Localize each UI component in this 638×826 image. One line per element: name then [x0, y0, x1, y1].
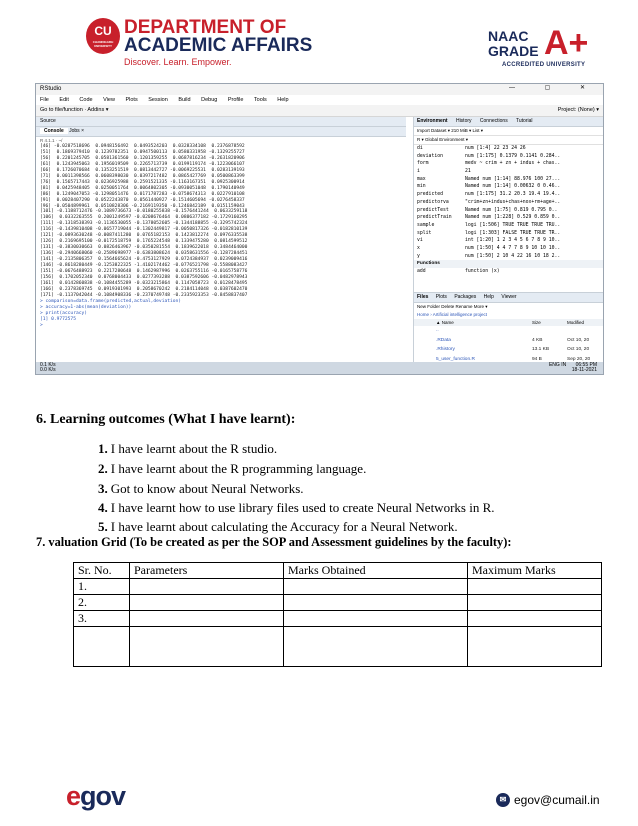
console-line: [161] 0.0142860838 -0.1084455289 -0.0323215864 0.1147058723 0.0128478495 [40, 280, 248, 286]
outcome-text: I have learnt about calculating the Accuracy for a Neural Network. [110, 519, 458, 534]
col-sr-no: Sr. No. [74, 563, 130, 579]
table-cell: 2. [74, 595, 130, 611]
console-line: [121] -0.0893630248 -0.0087411280 0.0765182153 0.1423812274 0.0976335538 [40, 233, 248, 239]
menu-code[interactable]: Code [79, 97, 93, 103]
file-name[interactable]: .Rhistory [436, 347, 455, 352]
console-line: [96] -0.0504899961 0.0510828306 -0.2169119350 -0.1246842189 0.0151159043 [40, 203, 245, 209]
file-modified: Oct 10, 20 [567, 337, 590, 343]
env-toolbar[interactable]: Import Dataset ▾ 210 MiB ▾ List ▾ [414, 127, 604, 136]
col-maximum-marks: Maximum Marks [468, 563, 602, 579]
outcome-number: 5. [98, 519, 108, 534]
table-cell [284, 627, 468, 667]
file-modified: Oct 10, 20 [567, 347, 590, 352]
env-var-value: function (x) [465, 269, 500, 274]
outcome-number: 3. [98, 481, 108, 496]
console-path: R 4.1.1 · ~/ [40, 138, 63, 143]
menu-file[interactable]: File [40, 97, 49, 103]
env-var-value: num [1:175] 31.2 20.3 19.4 19.4.. [465, 192, 561, 198]
env-row[interactable] [414, 176, 604, 184]
env-var-name: deviation [417, 153, 443, 159]
console-output[interactable] [36, 144, 406, 329]
table-cell [130, 579, 284, 595]
env-var-name: i [417, 169, 420, 175]
cu-logo [86, 18, 120, 54]
valuation-grid-heading: 7. valuation Grid (To be created as per the SOP and Assessment guidelines by the faculty): [36, 535, 512, 549]
tab-plots[interactable]: Plots [435, 294, 447, 300]
col-name[interactable]: ▲ Name [436, 320, 454, 325]
env-row[interactable] [414, 222, 604, 230]
tab-environment[interactable]: Environment [417, 118, 448, 124]
cu-logo-text: CU [94, 24, 112, 38]
outcome-item [98, 441, 277, 457]
net-up: 0.1 K/s [40, 362, 56, 368]
env-var-name: add [417, 269, 426, 274]
env-var-name: di [417, 146, 423, 151]
env-row[interactable] [414, 230, 604, 238]
env-var-value: Named num [1:228] 0.529 0.859 0.. [465, 215, 561, 221]
file-breadcrumb[interactable]: Home › Artificial intelligence project [417, 312, 488, 317]
console-line: [126] 0.2169695100 -0.0172518759 0.1765224548 0.1339475280 0.0814599512 [40, 239, 248, 245]
file-size: 94 B [532, 356, 542, 362]
env-row[interactable] [414, 207, 604, 215]
net-down: 0.0 K/s [40, 367, 56, 373]
env-row[interactable] [414, 253, 604, 261]
env-var-value: num [1:175] 0.1379 0.1141 0.284.. [465, 153, 561, 159]
tab-tutorial[interactable]: Tutorial [516, 118, 533, 124]
egov-logo [66, 781, 125, 812]
env-var-name: predicted [417, 192, 443, 198]
console-command: [1] 0.9772575 [40, 316, 76, 322]
goto-file-input[interactable]: Go to file/function · Addins ▾ [40, 107, 109, 113]
file-modified: Sep 20, 20 [567, 356, 591, 362]
file-size: 13.1 KB [532, 347, 550, 352]
menubar [36, 95, 603, 105]
page-footer [0, 772, 638, 826]
col-modified[interactable]: Modified [567, 320, 585, 325]
table-cell [468, 579, 602, 595]
window-controls[interactable]: — ▢ ✕ [508, 85, 599, 91]
env-list [414, 145, 604, 276]
outcome-text: Got to know about Neural Networks. [110, 481, 304, 496]
outcome-item [98, 519, 458, 535]
accredited-label: ACCREDITED UNIVERSITY [502, 62, 586, 68]
table-row [74, 627, 602, 667]
footer-email[interactable]: egov@cumail.in [514, 793, 600, 807]
col-parameters: Parameters [130, 563, 284, 579]
naac-label: NAAC [488, 28, 529, 44]
console-line: [111] -0.1318538393 -0.1136530055 -0.1378052605 -0.1344188855 -0.3295742324 [40, 221, 248, 227]
clock[interactable] [549, 363, 597, 373]
env-var-value: 21 [465, 169, 471, 175]
right-pane [413, 117, 604, 363]
console-line: [171] -0.1137042044 -0.1084908336 -0.2370749748 -0.2335923353 -0.8458837407 [40, 292, 248, 298]
console-line: [156] 0.1702052340 0.0768004433 0.0277393288 0.0387592606 -0.0482978943 [40, 274, 248, 280]
files-pane [414, 292, 604, 364]
file-list-header [414, 319, 604, 326]
table-cell [74, 627, 130, 667]
tagline: Discover. Learn. Empower. [124, 57, 232, 67]
env-var-value: int [1:20] 1 2 3 4 5 6 7 8 9 10.. [465, 238, 561, 244]
console-line: [76] 0.1565717443 0.0236925988 0.2591521335 -0.1163167351 0.0925300914 [40, 179, 245, 185]
env-var-name: predictorva [417, 199, 449, 205]
tab-history[interactable]: History [455, 118, 472, 124]
file-name[interactable]: .. [436, 328, 439, 333]
console-line: [61] 0.1243945063 0.1956019509 0.2265713739 0.0199119174 -0.1223066107 [40, 161, 245, 167]
env-row[interactable] [414, 153, 604, 161]
env-var-value: Named num [1:14] 0.00632 0 0.46.. [465, 184, 561, 190]
env-tabs [414, 117, 604, 127]
console-line: [46] -0.0287518696 0.0948156492 0.0493524203 0.0328334108 0.2376878592 [40, 144, 245, 149]
menu-tools[interactable]: Tools [253, 97, 267, 103]
env-row[interactable] [414, 168, 604, 176]
menu-session[interactable]: Session [148, 97, 168, 103]
table-cell [130, 611, 284, 627]
env-var-name: predictTest [417, 207, 449, 213]
outcome-item [98, 461, 366, 477]
console-line: [81] 0.0425948405 0.0250051764 0.0064802305 -0.0930051048 0.1790140949 [40, 185, 245, 191]
env-var-name: sample [417, 222, 435, 228]
mail-icon: ✉ [496, 793, 510, 807]
windows-taskbar [36, 362, 603, 374]
table-cell [284, 611, 468, 627]
col-size[interactable]: Size [532, 320, 541, 325]
env-row[interactable] [414, 183, 604, 191]
main-toolbar [36, 105, 603, 117]
tab-viewer[interactable]: Viewer [501, 294, 517, 300]
env-var-value: num [1:50] 4 4 7 7 8 9 10 10 10.. [465, 245, 561, 251]
table-cell [130, 627, 284, 667]
env-section-functions: Functions [414, 260, 604, 268]
dept-title-line2: ACADEMIC AFFAIRS [124, 35, 313, 56]
env-row[interactable] [414, 199, 604, 207]
tab-files[interactable]: Files [417, 294, 429, 300]
tab-jobs[interactable]: Jobs × [69, 128, 84, 134]
env-row[interactable] [414, 237, 604, 245]
file-row[interactable] [414, 336, 604, 346]
table-header-row [74, 563, 602, 579]
page-header [0, 0, 638, 78]
env-var-value: Named num [1:75] 0.819 0.795 0.. [465, 207, 558, 213]
console-line: [86] 0.1249047053 -0.1298051476 0.0171787283 -0.0758674313 0.0227910108 [40, 191, 245, 197]
env-row[interactable] [414, 160, 604, 168]
env-var-name: form [417, 161, 429, 167]
tab-help[interactable]: Help [483, 294, 494, 300]
console-line: [51] 0.1869379410 0.1239782351 0.0947500113 0.0580331958 -0.1329255727 [40, 149, 245, 155]
menu-build[interactable]: Build [178, 97, 191, 103]
menu-debug[interactable]: Debug [201, 97, 218, 103]
env-var-value: "crim+zn+indus+chas+nox+rm+age+.. [465, 199, 561, 205]
env-var-name: vi [417, 238, 423, 244]
console-line: [166] 0.2378369745 0.0919301993 0.2058670242 0.2184114048 0.0387602470 [40, 286, 248, 292]
egov-logo-e: e [66, 781, 81, 811]
env-var-name: y [417, 253, 420, 259]
outcome-number: 4. [98, 500, 108, 515]
grade-value: A+ [544, 24, 589, 62]
menu-view[interactable]: View [103, 97, 115, 103]
console-command: > [40, 322, 43, 328]
env-var-name: min [417, 184, 426, 190]
table-cell [130, 595, 284, 611]
env-var-name: x [417, 245, 420, 251]
table-row [74, 595, 602, 611]
console-command: > comparison=data.frame(predicted,actual,deviation) [40, 298, 182, 304]
outcome-text: I have learnt about the R programming language. [110, 461, 367, 476]
env-var-value: Named num [1:14] 88.976 100 27... [465, 176, 561, 182]
console-line: [101] -0.1188712476 -0.1089736673 -0.0180255838 -0.1576441244 0.0633259118 [40, 209, 248, 215]
outcome-number: 2. [98, 461, 108, 476]
table-cell [468, 611, 602, 627]
env-var-value: medv ~ crim + zn + indus + chas.. [465, 161, 561, 167]
window-title: RStudio [40, 86, 62, 92]
console-line: [146] -0.8618280449 -0.1253822325 -1.4102174462 -0.0776521798 -0.5588083427 [40, 263, 248, 269]
learning-outcomes-heading: 6. Learning outcomes (What I have learnt): [36, 412, 296, 427]
env-var-name: max [417, 176, 426, 182]
clock-date: 18-11-2021 [571, 367, 597, 373]
env-var-name: split [417, 230, 432, 236]
env-row[interactable] [414, 214, 604, 222]
egov-logo-text: gov [80, 781, 126, 811]
menu-help[interactable]: Help [277, 97, 289, 103]
console-line: [106] 0.0332263555 0.2001249597 -0.0208676464 0.0806377182 -0.1729160295 [40, 215, 248, 221]
left-pane [36, 117, 406, 363]
env-var-value: num [1:4] 22 23 24 26 [465, 146, 526, 151]
col-marks-obtained: Marks Obtained [284, 563, 468, 579]
console-line: [151] -0.0676488923 0.2217280648 0.1462987996 0.0263755116 -0.0165758776 [40, 269, 248, 275]
env-row[interactable] [414, 268, 604, 276]
table-cell [284, 579, 468, 595]
env-var-value: num [1:50] 2 10 4 22 16 10 18 2.. [465, 253, 561, 259]
env-row[interactable] [414, 191, 604, 199]
valuation-grid-table [73, 562, 602, 667]
console-line: [56] 0.2201245705 0.0581361560 0.1201359255 0.0687816234 -0.2631820906 [40, 155, 245, 161]
source-bar[interactable]: Source [36, 117, 406, 127]
env-var-value: logi [1:303] FALSE TRUE TRUE TR.. [465, 230, 561, 236]
clock-time: 06:55 PM [575, 362, 597, 368]
table-cell [468, 595, 602, 611]
env-row[interactable] [414, 145, 604, 153]
console-line: [116] -0.1439810408 -0.0657719044 -0.1302449817 -0.0050817326 -0.0182810139 [40, 227, 248, 233]
lang-indicator[interactable]: ENG IN [548, 362, 567, 368]
file-name[interactable]: .RData [436, 337, 451, 343]
project-menu[interactable]: Project: (None) ▾ [557, 107, 599, 113]
outcome-text: I have learnt about the R studio. [110, 441, 278, 456]
table-row [74, 579, 602, 595]
console-line: [66] 0.1726070684 0.1353251519 0.0813442727 -0.0069225531 0.0283139193 [40, 167, 245, 173]
console-command: > accuracy=1-abs(mean(deviation)) [40, 304, 132, 310]
tab-packages[interactable]: Packages [454, 294, 477, 300]
table-row [74, 611, 602, 627]
table-cell: 3. [74, 611, 130, 627]
env-var-value: logi [1:506] TRUE TRUE TRUE TRU.. [465, 222, 561, 228]
console-line: [136] -0.2940668060 -0.2589698977 -0.6383808624 0.0358631556 -0.1287284451 [40, 251, 248, 257]
table-cell: 1. [74, 579, 130, 595]
file-row[interactable] [414, 345, 604, 355]
console-line: [91] 0.0028407290 0.0522243870 0.0561440927 -0.1514605694 -0.0276458337 [40, 197, 245, 203]
outcome-item [98, 481, 304, 497]
cu-logo-subtext: CHANDIGARH UNIVERSITY [92, 40, 114, 48]
console-tabs [36, 127, 406, 137]
env-scope[interactable]: R ▾ Global Environment ▾ [414, 136, 604, 145]
file-row[interactable] [414, 326, 604, 336]
rstudio-titlebar [36, 84, 603, 95]
tab-console[interactable]: Console [40, 128, 68, 134]
console-command: > print(accuracy) [40, 310, 88, 316]
console-line: [71] 0.0011398566 0.0608398030 0.0397217482 0.0865427769 0.0500863399 [40, 173, 245, 179]
file-tabs [414, 293, 604, 303]
dept-title-line1: DEPARTMENT OF [124, 17, 287, 38]
file-size: 4 KB [532, 337, 543, 343]
table-cell [468, 627, 602, 667]
net-speed [40, 363, 56, 373]
env-var-name: predictTrain [417, 215, 452, 221]
outcome-number: 1. [98, 441, 108, 456]
menu-plots[interactable]: Plots [125, 97, 138, 103]
tab-connections[interactable]: Connections [479, 118, 508, 124]
env-row[interactable] [414, 245, 604, 253]
rstudio-screenshot [35, 83, 604, 375]
table-cell [284, 595, 468, 611]
file-toolbar[interactable]: New Folder Delete Rename More ▾ [417, 304, 488, 309]
menu-edit[interactable]: Edit [59, 97, 69, 103]
console-line: [141] -0.2135806357 0.1564665624 -0.4753127929 0.0724384937 0.0239009416 [40, 257, 248, 263]
console-line: [131] -0.3830030663 0.0826463967 -0.0350281554 0.1839622018 0.3484464000 [40, 245, 248, 251]
menu-profile[interactable]: Profile [227, 97, 244, 103]
file-name[interactable]: 5_user_function.R [436, 356, 475, 362]
grade-label: GRADE [488, 43, 539, 59]
outcome-item [98, 500, 495, 516]
outcome-text: I have learnt how to use library files used to create Neural Networks in R. [110, 500, 495, 515]
